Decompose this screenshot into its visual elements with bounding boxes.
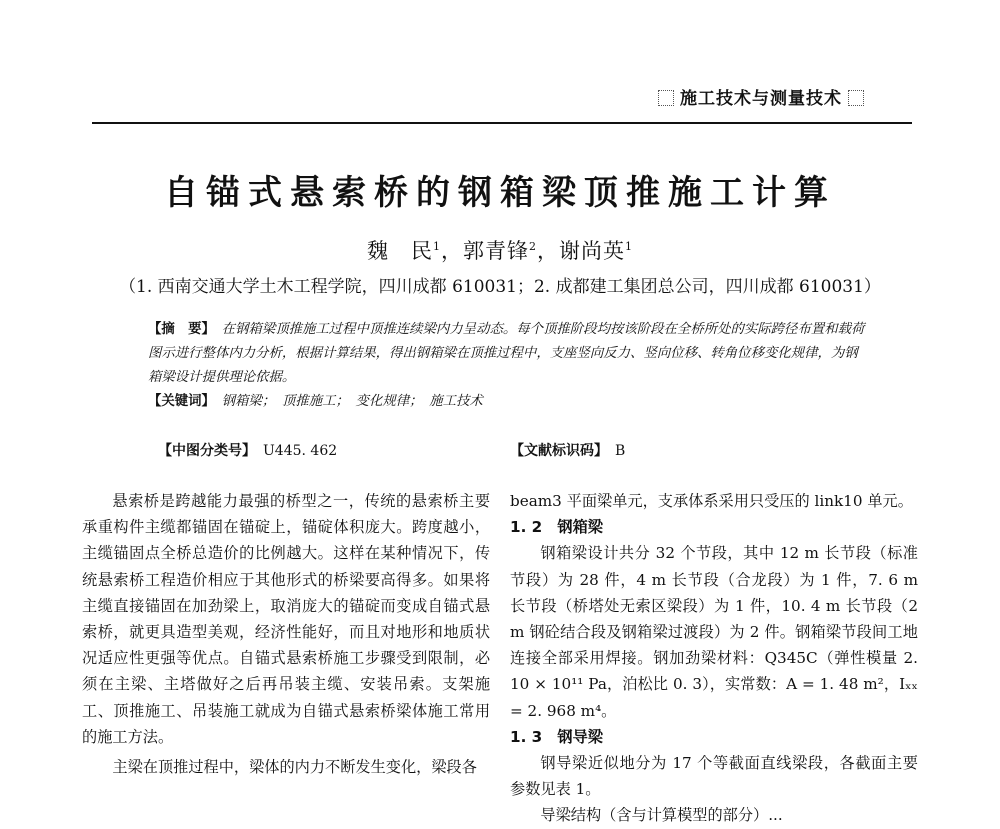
abstract-text: 在钢箱梁顶推施工过程中顶推连续梁内力呈动态。每个顶推阶段均按该阶段在全桥所处的实际跨径布置和载荷图示进行整体内力分析，根据计算结果，得出钢箱梁在顶推过程中，支座竖向反力、竖向位移、转角位移变化规律，为钢箱梁设计提供理论依据。: [148, 322, 865, 385]
body-column-left: [82, 488, 490, 780]
author-name: 魏 民: [367, 239, 433, 263]
section-heading: 1. 2 钢箱梁: [510, 518, 603, 537]
paragraph: 钢导梁近似地分为 17 个等截面直线梁段，各截面主要参数见表 1。: [510, 754, 918, 799]
author-name: 谢尚英: [559, 239, 625, 263]
paragraph: 导梁结构（含与计算模型的部分）...: [540, 806, 783, 825]
paragraph: 钢箱梁设计共分 32 个节段，其中 12 m 长节段（标准节段）为 28 件，4 m 长节段（合龙段）为 1 件，7. 6 m 长节段（桥塔处无索区梁段）为 1 件，10. 4 m 长节段（2 m 钢砼结合段及钢箱梁过渡段）为 2 件。钢箱梁节段间工地连接全部采用焊接。钢加劲梁材料：Q345C（弹性模量 2. 10 × 10¹¹ Pa，泊松比 0. 3），实常数：A = 1. 48 m²，Iₓₓ = 2. 968 m⁴。: [510, 544, 918, 720]
author-name: 郭青锋: [463, 239, 529, 263]
paragraph: 主梁在顶推过程中，梁体的内力不断发生变化，梁段各: [112, 758, 477, 777]
decor-square-icon: [658, 90, 674, 106]
abstract-label: 【摘 要】: [148, 322, 209, 337]
keywords: [148, 390, 868, 414]
section-heading: 1. 3 钢导梁: [510, 727, 603, 746]
affiliation: （1. 西南交通大学土木工程学院，四川成都 610031；2. 成都建工集团总公司，四川成都 610031）: [119, 277, 881, 297]
clc-value: U445. 462: [263, 443, 338, 459]
section-name: 施工技术与测量技术: [680, 89, 842, 109]
keywords-text: 钢箱梁； 顶推施工； 变化规律； 施工技术: [221, 394, 483, 409]
doc-code-label: 【文献标识码】: [510, 443, 601, 459]
header-rule: [92, 122, 912, 124]
paragraph: beam3 平面梁单元，支承体系采用只受压的 link10 单元。: [510, 492, 913, 510]
abstract-block: [148, 318, 868, 414]
decor-square-icon: [848, 90, 864, 106]
document-code: [510, 440, 625, 460]
doc-code-value: B: [615, 443, 626, 459]
article-title: 自锚式悬索桥的钢箱梁顶推施工计算: [164, 173, 836, 213]
paragraph: 悬索桥是跨越能力最强的桥型之一，传统的悬索桥主要承重构件主缆都锚固在锚碇上，锚碇体积庞大。跨度越小，主缆锚固点全桥总造价的比例越大。这样在某种情况下，传统悬索桥工程造价相应于其他形式的桥梁要高得多。如果将主缆直接锚固在加劲梁上，取消庞大的锚碇而变成自锚式悬索桥，就更具造型美观，经济性能好，而且对地形和地质状况适应性更强等优点。自锚式悬索桥施工步骤受到限制，必须在主梁、主塔做好之后再吊装主缆、安装吊索。支架施工、顶推施工、吊装施工就成为自锚式悬索桥梁体施工常用的施工方法。: [82, 492, 490, 746]
body-column-right: [510, 488, 918, 829]
keywords-label: 【关键词】: [148, 394, 209, 409]
clc-label: 【中图分类号】: [158, 443, 249, 459]
author-line: 魏 民$^1$，郭青锋$^2$，谢尚英$^1$: [367, 239, 633, 263]
journal-section-header: [652, 84, 870, 109]
clc-number: [158, 440, 337, 460]
abstract: [148, 318, 868, 390]
